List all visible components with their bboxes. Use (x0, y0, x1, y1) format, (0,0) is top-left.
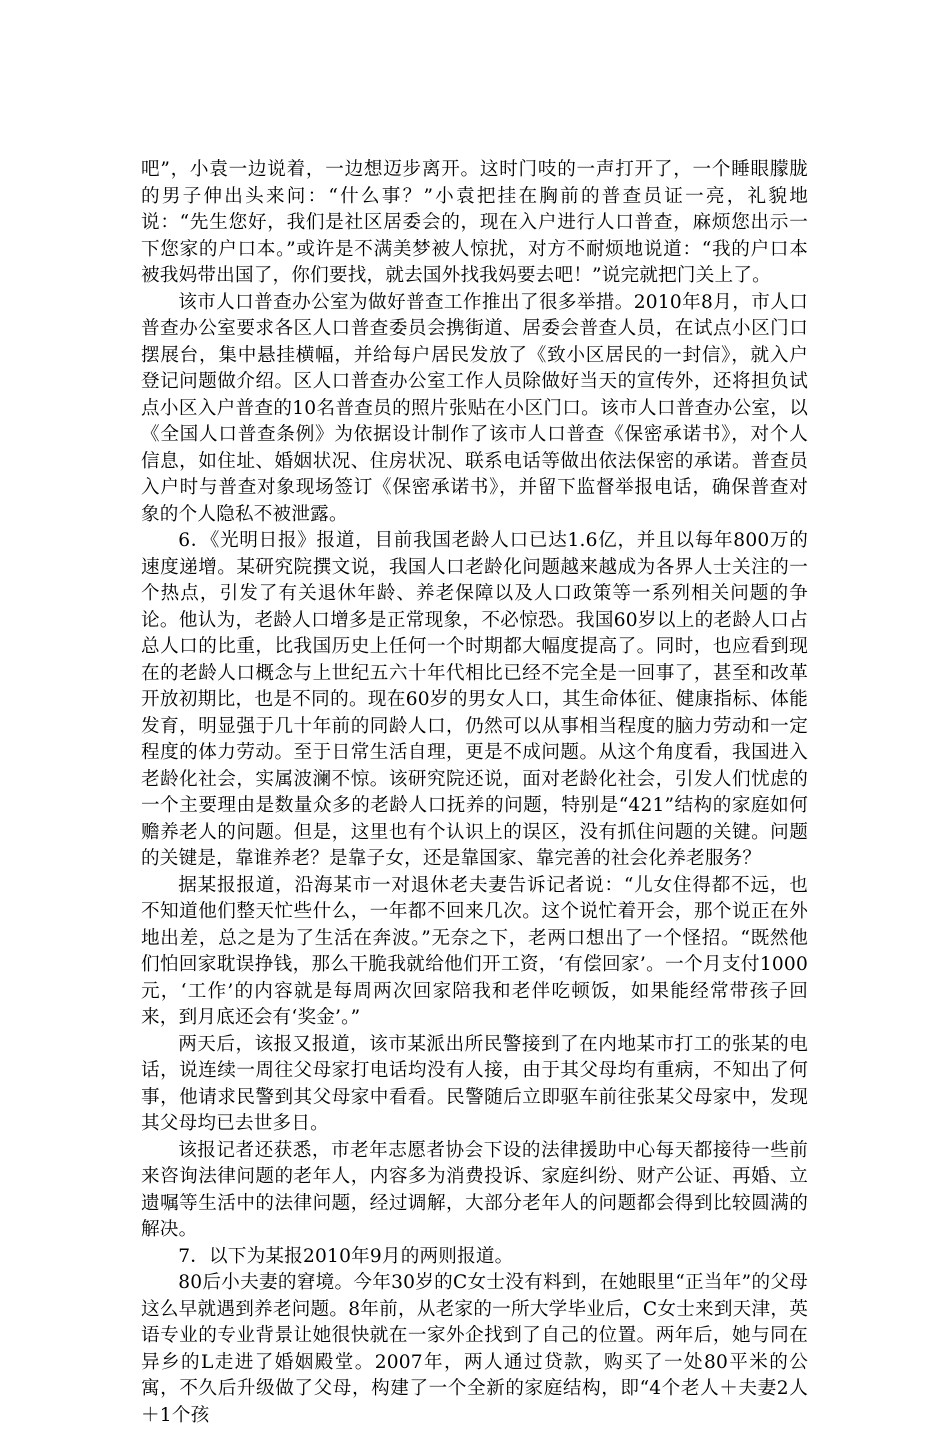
paragraph-post-80s-couple: 80后小夫妻的窘境。今年30岁的C女士没有料到，在她眼里“正当年”的父母这么早就遇到养老问题。8年前，从老家的一所大学毕业后，C女士来到天津，英语专业的专业背景让她很快就在一家外企找到了自己的位置。两年后，她与同在异乡的L走进了婚姻殿堂。2007年，两人通过贷款，购买了一处80平米的公寓，不久后升级做了父母，构建了一个全新的家庭结构，即“4个老人＋夫妻2人＋1个孩 (141, 1272, 808, 1426)
paragraph-item-7-intro: 7．以下为某报2010年9月的两则报道。 (178, 1245, 514, 1267)
paragraph-door-scene: 吧”，小袁一边说着，一边想迈步离开。这时门吱的一声打开了，一个睡眼朦胧的男子伸出头来问：“什么事？”小袁把挂在胸前的普查员证一亮，礼貌地说：“先生您好，我们是社区居委会的，现在入户进行人口普查，麻烦您出示一下您家的户口本。”或许是不满美梦被人惊扰，对方不耐烦地说道：“我的户口本被我妈带出国了，你们要找，就去国外找我妈要去吧！”说完就把门关上了。 (141, 159, 808, 286)
paragraph-police-report: 两天后，该报又报道，该市某派出所民警接到了在内地某市打工的张某的电话，说连续一周往父母家打电话均没有人接，由于其父母均有重病，不知出了何事，他请求民警到其父母家中看看。民警随后立即驱车前往张某父母家中，发现其父母均已去世多日。 (141, 1033, 808, 1134)
paragraph-paid-visits: 据某报报道，沿海某市一对退休老夫妻告诉记者说：“儿女住得都不远，也不知道他们整天忙些什么，一年都不回来几次。这个说忙着开会，那个说正在外地出差，总之是为了生活在奔波。”无奈之下，老两口想出了一个怪招。“既然他们怕回家耽误挣钱，那么干脆我就给他们开工资，‘有偿回家’。一个月支付1000元，‘工作’的内容就是每周两次回家陪我和老伴吃顿饭，如果能经常带孩子回来，到月底还会有‘奖金’。” (141, 874, 808, 1028)
paragraph-legal-aid: 该报记者还获悉，市老年志愿者协会下设的法律援助中心每天都接待一些前来咨询法律问题的老年人，内容多为消费投诉、家庭纠纷、财产公证、再婚、立遗嘱等生活中的法律问题，经过调解，大部分老年人的问题都会得到比较圆满的解决。 (141, 1139, 808, 1240)
paragraph-census-measures: 该市人口普查办公室为做好普查工作推出了很多举措。2010年8月，市人口普查办公室要求各区人口普查委员会携街道、居委会普查人员，在试点小区门口摆展台，集中悬挂横幅，并给每户居民发放了《致小区居民的一封信》，就入户登记问题做介绍。区人口普查办公室工作人员除做好当天的宣传外，还将担负试点小区入户普查的10名普查员的照片张贴在小区门口。该市人口普查办公室，以《全国人口普查条例》为依据设计制作了该市人口普查《保密承诺书》，对个人信息，如住址、婚姻状况、住房状况、联系电话等做出依法保密的承诺。普查员入户时与普查对象现场签订《保密承诺书》，并留下监督举报电话，确保普查对象的个人隐私不被泄露。 (141, 291, 808, 525)
document-body (141, 157, 808, 1429)
paragraph-item-6-aging-population: 6．《光明日报》报道，目前我国老龄人口已达1.6亿，并且以每年800万的速度递增。某研究院撰文说，我国人口老龄化问题越来越成为各界人士关注的一个热点，引发了有关退休年龄、养老保障以及人口政策等一系列相关问题的争论。他认为，老龄人口增多是正常现象，不必惊恐。我国60岁以上的老龄人口占总人口的比重，比我国历史上任何一个时期都大幅度提高了。同时，也应看到现在的老龄人口概念与上世纪五六十年代相比已经不完全是一回事了，甚至和改革开放初期比，也是不同的。现在60岁的男女人口，其生命体征、健康指标、体能发育，明显强于几十年前的同龄人口，仍然可以从事相当程度的脑力劳动和一定程度的体力劳动。至于日常生活自理，更是不成问题。从这个角度看，我国进入老龄化社会，实属波澜不惊。该研究院还说，面对老龄化社会，引发人们忧虑的一个主要理由是数量众多的老龄人口抚养的问题，特别是“421”结构的家庭如何赡养老人的问题。但是，这里也有个认识上的误区，没有抓住问题的关键。问题的关键是，靠谁养老？是靠子女，还是靠国家、靠完善的社会化养老服务？ (141, 530, 808, 869)
